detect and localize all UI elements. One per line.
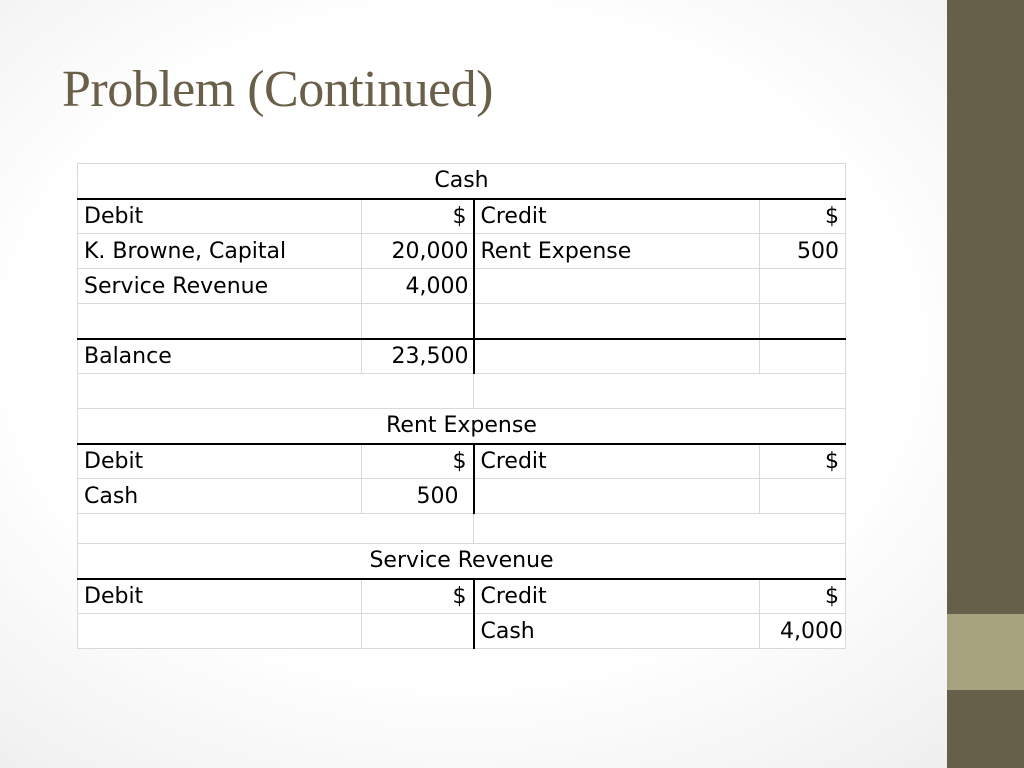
account-header-row — [78, 544, 846, 579]
empty-cell — [474, 339, 760, 374]
credit-account: Rent Expense — [474, 234, 760, 269]
empty-cell — [78, 614, 362, 649]
debit-account: K. Browne, Capital — [78, 234, 362, 269]
empty-cell — [474, 514, 846, 544]
balance-amount: 23,500 — [362, 339, 474, 374]
credit-currency: $ — [760, 444, 846, 479]
empty-cell — [760, 304, 846, 339]
debit-label: Debit — [78, 444, 362, 479]
table-row — [78, 269, 846, 304]
empty-cell — [362, 614, 474, 649]
debit-account: Cash — [78, 479, 362, 514]
empty-cell — [474, 374, 846, 409]
t-account-table — [77, 163, 846, 649]
empty-cell — [362, 304, 474, 339]
spacer-row — [78, 514, 846, 544]
credit-currency: $ — [760, 579, 846, 614]
empty-cell — [474, 304, 760, 339]
empty-cell — [78, 304, 362, 339]
debit-amount: 4,000 — [362, 269, 474, 304]
account-name-service-revenue: Service Revenue — [78, 544, 846, 579]
empty-cell — [474, 479, 760, 514]
credit-label: Credit — [474, 199, 760, 234]
balance-label: Balance — [78, 339, 362, 374]
column-header-row — [78, 199, 846, 234]
credit-amount: 4,000 — [760, 614, 846, 649]
account-name-rent-expense: Rent Expense — [78, 409, 846, 444]
credit-label: Credit — [474, 579, 760, 614]
table-row — [78, 479, 846, 514]
debit-label: Debit — [78, 579, 362, 614]
empty-cell — [760, 479, 846, 514]
debit-currency: $ — [362, 199, 474, 234]
account-header-row — [78, 164, 846, 199]
debit-amount: 500 — [362, 479, 474, 514]
credit-amount — [760, 269, 846, 304]
account-name-cash: Cash — [78, 164, 846, 199]
column-header-row — [78, 579, 846, 614]
empty-cell — [760, 339, 846, 374]
debit-label: Debit — [78, 199, 362, 234]
debit-currency: $ — [362, 444, 474, 479]
credit-amount: 500 — [760, 234, 846, 269]
table-row — [78, 304, 846, 339]
side-decoration-accent — [947, 614, 1024, 690]
table-row — [78, 614, 846, 649]
debit-currency: $ — [362, 579, 474, 614]
debit-account: Service Revenue — [78, 269, 362, 304]
account-header-row — [78, 409, 846, 444]
slide-title: Problem (Continued) — [62, 61, 494, 118]
debit-amount: 20,000 — [362, 234, 474, 269]
credit-label: Credit — [474, 444, 760, 479]
credit-account: Cash — [474, 614, 760, 649]
spacer-row — [78, 374, 846, 409]
credit-currency: $ — [760, 199, 846, 234]
balance-row — [78, 339, 846, 374]
empty-cell — [78, 514, 474, 544]
credit-account — [474, 269, 760, 304]
table-row — [78, 234, 846, 269]
empty-cell — [78, 374, 474, 409]
column-header-row — [78, 444, 846, 479]
